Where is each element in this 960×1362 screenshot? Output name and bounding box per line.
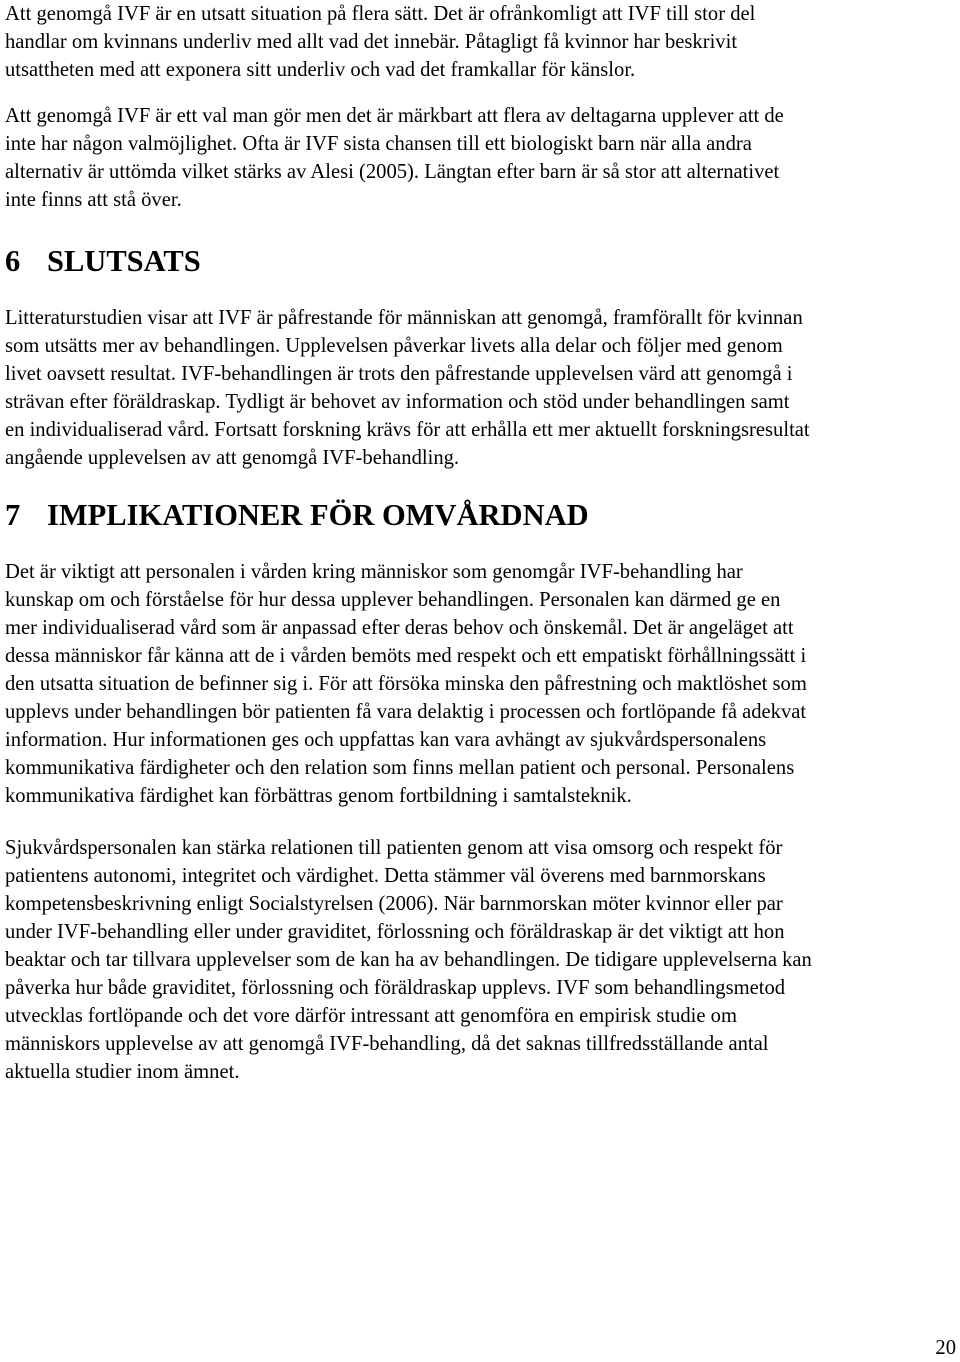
page-number: 20 [935,1337,956,1359]
paragraph-ivf-choice [5,102,784,214]
text-line: information. Hur informationen ges och uppfattas kan vara avhängt av sjukvårdspersonalens [5,729,767,751]
text-line: upplevs under behandlingen bör patienten få vara delaktig i processen och fortlöpande få adekvat [5,701,807,723]
text-line: en individualiserad vård. Fortsatt forskning krävs för att erhålla ett mer aktuellt forskningsresultat [5,419,810,441]
section-number: 7 [5,498,21,532]
section-heading-slutsats [5,243,201,279]
text-line: aktuella studier inom ämnet. [5,1061,240,1083]
text-line: inte finns att stå över. [5,189,182,211]
text-line: kommunikativa färdighet kan förbättras genom fortbildning i samtalsteknik. [5,785,632,807]
text-line: angående upplevelsen av att genomgå IVF-behandling. [5,447,460,469]
paragraph-ivf-exposure [5,0,755,84]
text-line: Det är viktigt att personalen i vården kring människor som genomgår IVF-behandling har [5,561,743,583]
text-line: Sjukvårdspersonalen kan stärka relationen till patienten genom att visa omsorg och respekt för [5,837,783,859]
text-line: kompetensbeskrivning enligt Socialstyrelsen (2006). När barnmorskan möter kvinnor eller par [5,893,783,915]
text-line: människors upplevelse av att genomgå IVF-behandling, då det saknas tillfredsställande antal [5,1033,769,1055]
paragraph-conclusion [5,304,810,472]
paragraph-implications-staff [5,558,807,810]
text-line: kunskap om och förståelse för hur dessa upplever behandlingen. Personalen kan därmed ge en [5,589,781,611]
text-line: under IVF-behandling eller under graviditet, förlossning och föräldraskap är det viktigt att hon [5,921,785,943]
text-line: den utsatta situation de befinner sig i. För att försöka minska den påfrestning och maktlöshet som [5,673,807,695]
text-line: inte har någon valmöjlighet. Ofta är IVF sista chansen till ett biologiskt barn när alla andra [5,133,752,155]
text-line: Att genomgå IVF är ett val man gör men det är märkbart att flera av deltagarna upplever att de [5,105,784,127]
text-line: beaktar och tar tillvara upplevelser som de kan ha av behandlingen. De tidigare upplevelserna kan [5,949,812,971]
section-heading-implikationer [5,497,589,533]
paragraph-implications-midwife [5,834,812,1086]
text-line: handlar om kvinnans underliv med allt vad det innebär. Påtagligt få kvinnor har beskrivit [5,31,738,53]
text-line: påverka hur både graviditet, förlossning och föräldraskap upplevs. IVF som behandlingsmetod [5,977,786,999]
section-title: SLUTSATS [47,244,201,278]
text-line: utvecklas fortlöpande och det vore därför intressant att genomföra en empirisk studie om [5,1005,737,1027]
text-line: kommunikativa färdigheter och den relation som finns mellan patient och personal. Personalens [5,757,795,779]
text-line: livet oavsett resultat. IVF-behandlingen är trots den påfrestande upplevelsen värd att genomgå i [5,363,793,385]
text-line: alternativ är uttömda vilket stärks av Alesi (2005). Längtan efter barn är så stor att alternativet [5,161,780,183]
section-number: 6 [5,244,21,278]
text-line: patientens autonomi, integritet och värdighet. Detta stämmer väl överens med barnmorskans [5,865,766,887]
text-line: som utsätts mer av behandlingen. Upplevelsen påverkar livets alla delar och följer med genom [5,335,783,357]
text-line: utsattheten med att exponera sitt underliv och vad det framkallar för känslor. [5,59,636,81]
text-line: mer individualiserad vård som är anpassad efter deras behov och önskemål. Det är angeläget att [5,617,794,639]
text-line: Litteraturstudien visar att IVF är påfrestande för människan att genomgå, framförallt för kvinnan [5,307,803,329]
text-line: dessa människor får känna att de i vården bemöts med respekt och ett empatiskt förhållningssätt i [5,645,807,667]
section-title: IMPLIKATIONER FÖR OMVÅRDNAD [47,498,589,532]
text-line: strävan efter föräldraskap. Tydligt är behovet av information och stöd under behandlingen samt [5,391,790,413]
text-line: Att genomgå IVF är en utsatt situation på flera sätt. Det är ofrånkomligt att IVF till stor del [5,3,756,25]
